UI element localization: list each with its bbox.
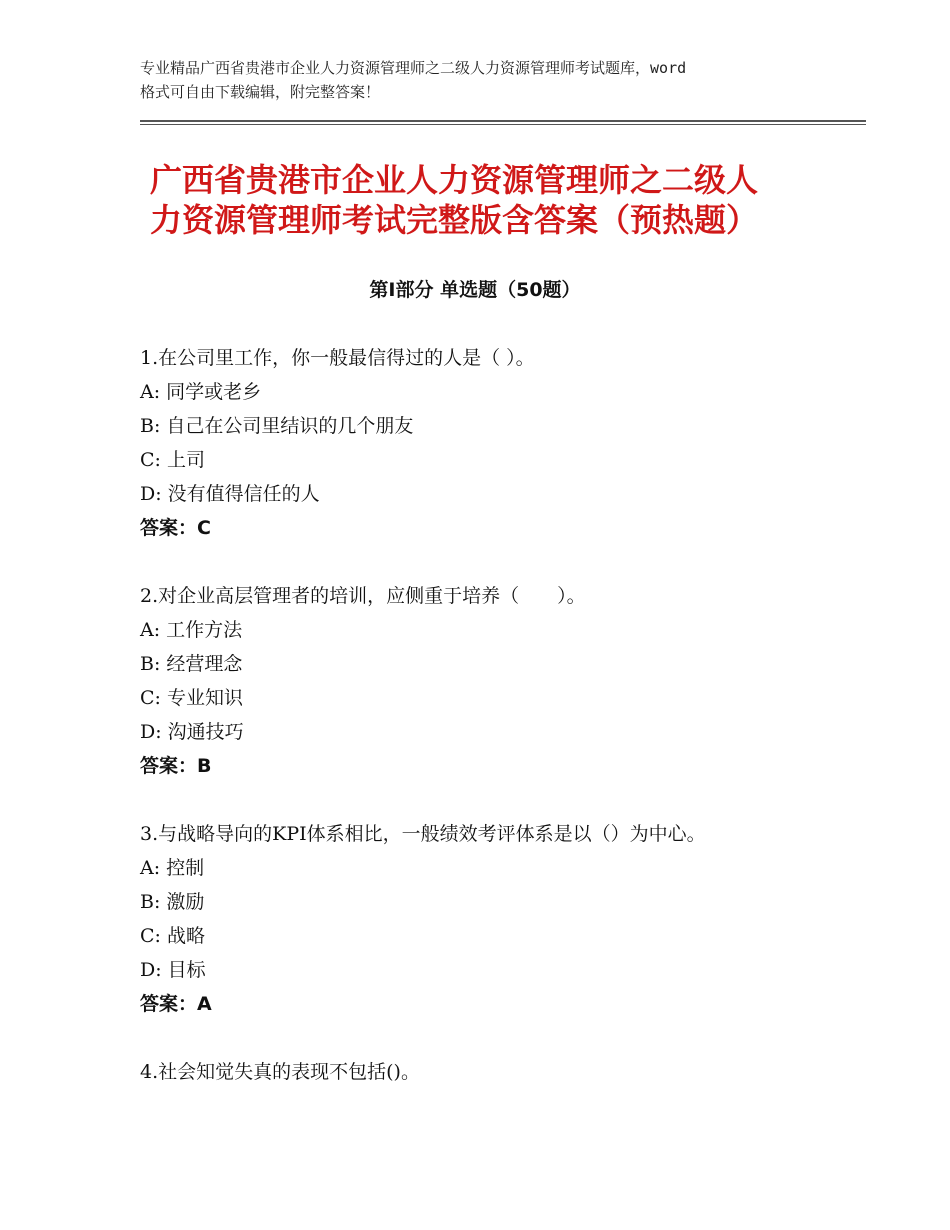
question-3 — [140, 817, 860, 1021]
option-c: C: 战略 — [140, 925, 205, 947]
answer: 答案：C — [140, 517, 211, 539]
option-d: D: 沟通技巧 — [140, 721, 244, 743]
question-4 — [140, 1055, 860, 1089]
title-line: 力资源管理师考试完整版含答案（预热题） — [150, 201, 759, 239]
question-1 — [140, 341, 860, 545]
header-note-line: 格式可自由下载编辑，附完整答案！ — [140, 83, 381, 101]
section-title: 第Ⅰ部分 单选题（50题） — [369, 279, 581, 301]
header-note-line: 专业精品广西省贵港市企业人力资源管理师之二级人力资源管理师考试题库，word — [140, 59, 687, 77]
question-stem: 4.社会知觉失真的表现不包括()。 — [140, 1061, 420, 1083]
document-title — [150, 160, 850, 240]
header-note — [140, 56, 830, 104]
option-a: A: 工作方法 — [140, 619, 243, 641]
title-line: 广西省贵港市企业人力资源管理师之二级人 — [150, 161, 759, 199]
answer: 答案：B — [140, 755, 212, 777]
option-b: B: 激励 — [140, 891, 205, 913]
option-a: A: 控制 — [140, 857, 205, 879]
option-d: D: 没有值得信任的人 — [140, 483, 320, 505]
question-stem: 2.对企业高层管理者的培训，应侧重于培养（ ）。 — [140, 585, 586, 607]
option-c: C: 上司 — [140, 449, 205, 471]
question-2 — [140, 579, 860, 783]
answer: 答案：A — [140, 993, 212, 1015]
question-list — [140, 341, 860, 1123]
question-stem: 3.与战略导向的KPI体系相比，一般绩效考评体系是以（）为中心。 — [140, 823, 706, 845]
option-b: B: 自己在公司里结识的几个朋友 — [140, 415, 414, 437]
option-b: B: 经营理念 — [140, 653, 243, 675]
question-stem: 1.在公司里工作，你一般最信得过的人是（ ）。 — [140, 347, 535, 369]
divider — [140, 124, 866, 125]
option-d: D: 目标 — [140, 959, 206, 981]
option-c: C: 专业知识 — [140, 687, 243, 709]
option-a: A: 同学或老乡 — [140, 381, 262, 403]
divider — [140, 120, 866, 122]
